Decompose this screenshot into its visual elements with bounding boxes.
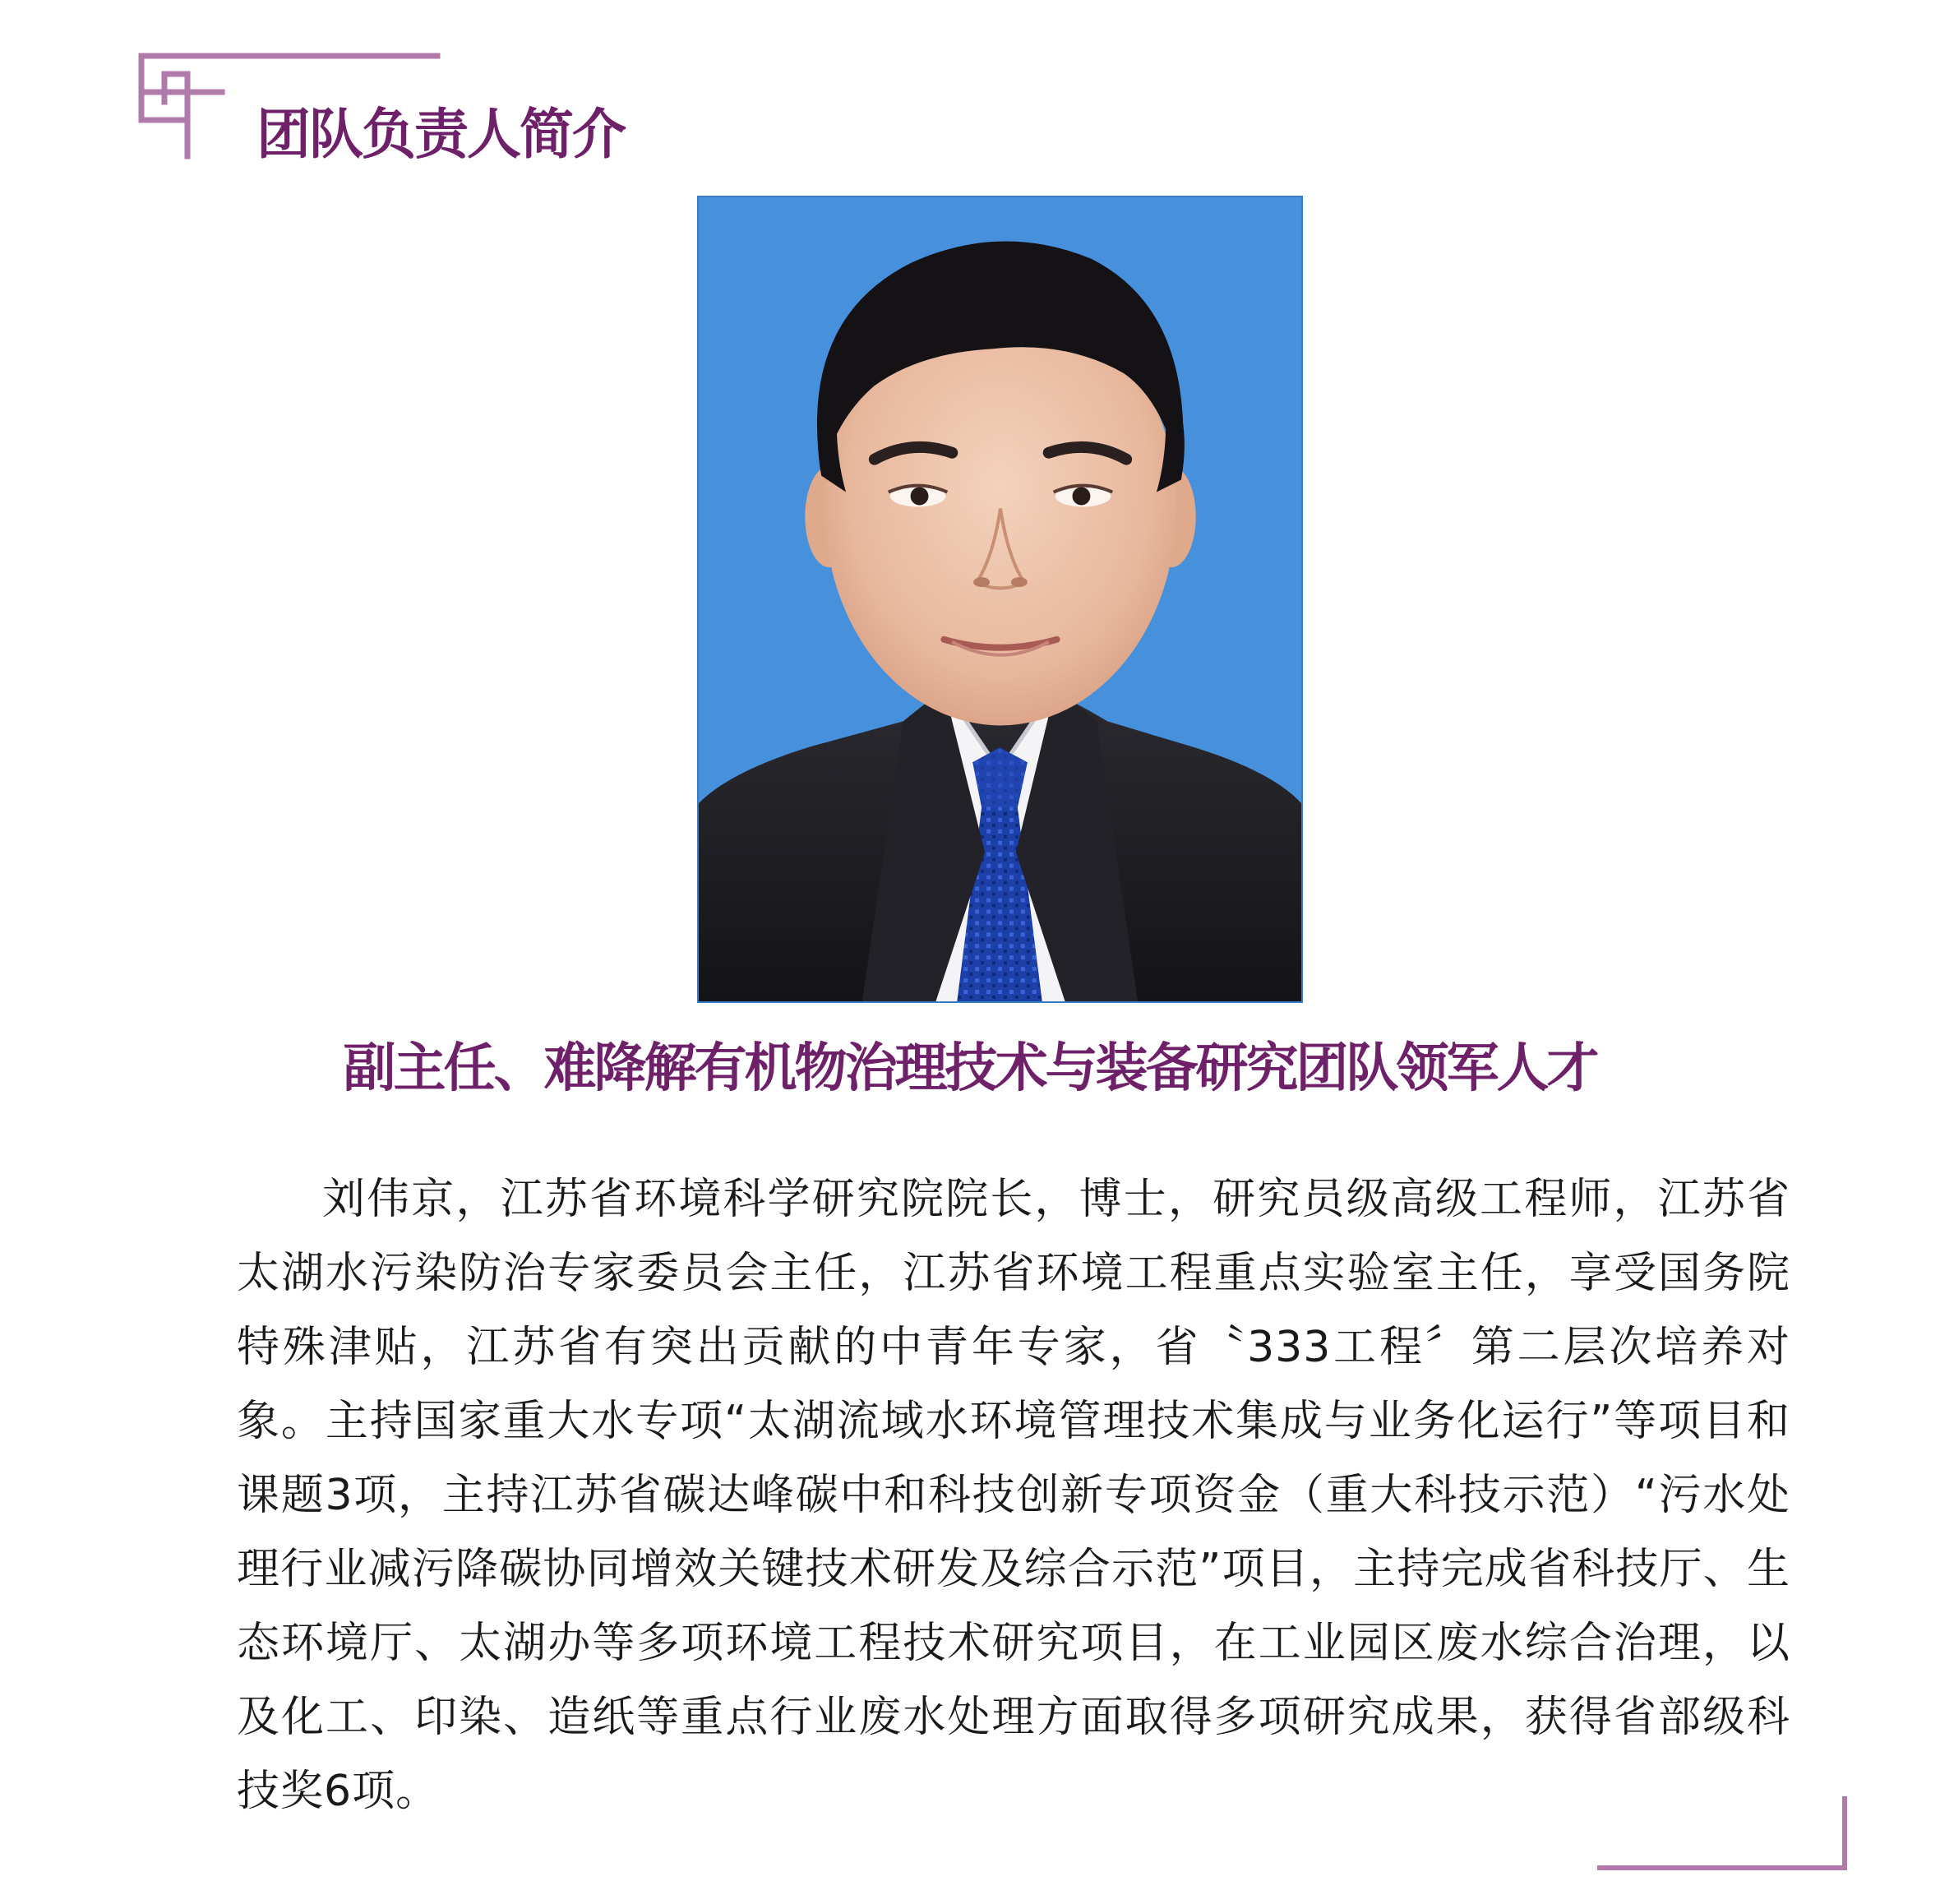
role-title: 副主任、难降解有机物治理技术与装备研究团队领军人才 [343,1038,1597,1099]
portrait-photo [697,196,1303,1003]
bio-paragraph: 刘伟京，江苏省环境科学研究院院长，博士，研究员级高级工程师，江苏省太湖水污染防治专家委员会主任，江苏省环境工程重点实验室主任，享受国务院特殊津贴，江苏省有突出贡献的中青年专家，省〝333工程〞第二层次培养对象。主持国家重大水专项“太湖流域水环境管理技术集成与业务化运行”等项目和课题3项，主持江苏省碳达峰碳中和科技创新专项资金（重大科技示范）“污水处理行业减污降碳协同增效关键技术研发及综合示范”项目，主持完成省科技厅、生态环境厅、太湖办等多项环境工程技术研究项目，在工业园区废水综合治理，以及化工、印染、造纸等重点行业废水处理方面取得多项研究成果，获得省部级科技奖6项。 [237,1175,1790,1816]
corner-ornament-bottom-right [1591,1792,1855,1874]
section-title: 团队负责人简介 [256,103,625,166]
